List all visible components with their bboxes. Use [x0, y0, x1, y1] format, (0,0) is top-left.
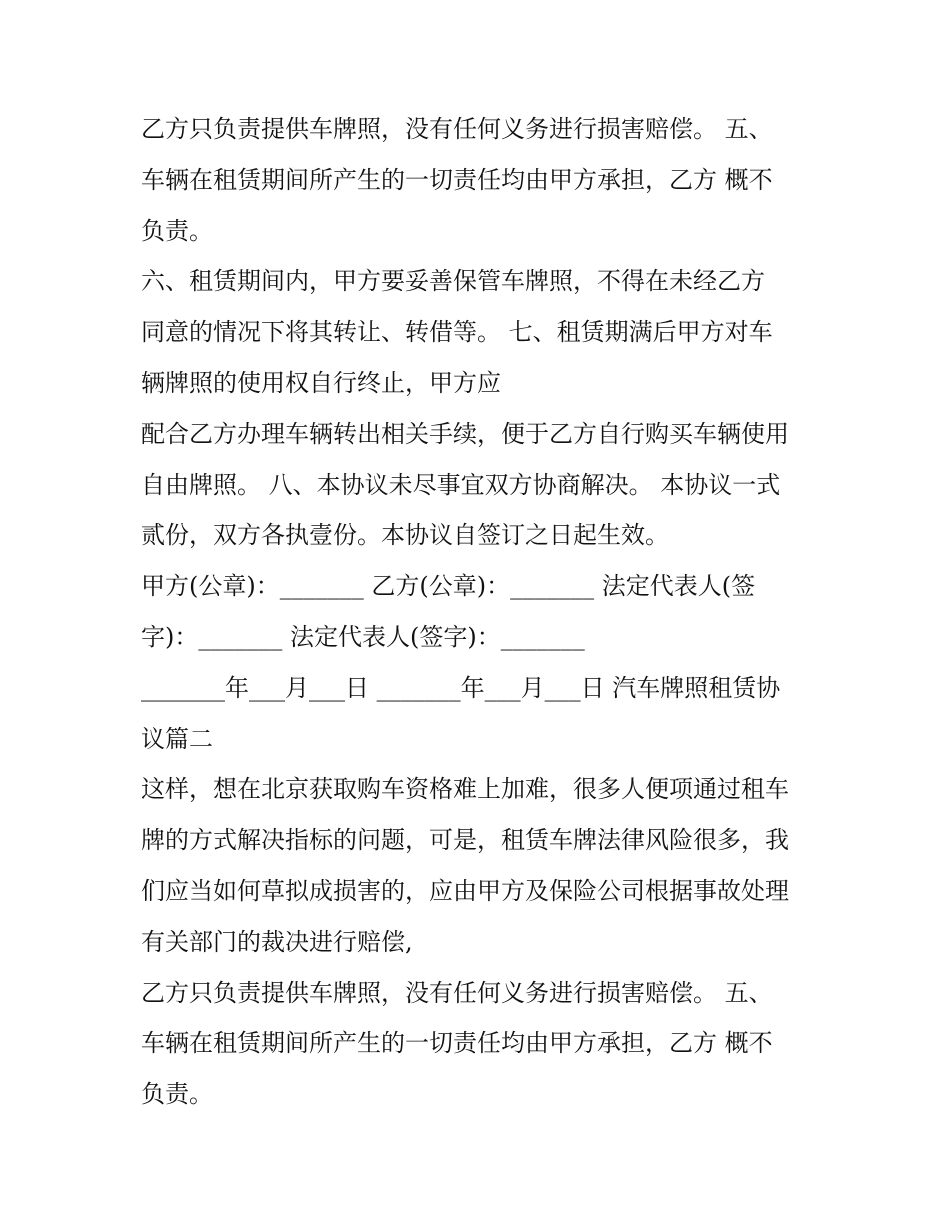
text-line: 辆牌照的使用权自行终止，甲方应	[141, 369, 501, 397]
text-line: 同意的情况下将其转让、转借等。 七、租赁期满后甲方对车	[141, 318, 773, 346]
signature-line: 字)：_______ 法定代表人(签字)：_______	[141, 623, 585, 651]
text-line: 贰份，双方各执壹份。本协议自签订之日起生效。	[141, 521, 669, 549]
text-line: 车辆在租赁期间所产生的一切责任均由甲方承担，乙方 概不	[141, 166, 773, 194]
text-line: 这样，想在北京获取购车资格难上加难，很多人便项通过租车	[141, 775, 789, 803]
text-line: 议篇二	[141, 725, 213, 753]
text-line: 负责。	[141, 217, 213, 245]
text-line: 配合乙方办理车辆转出相关手续，便于乙方自行购买车辆使用	[141, 420, 789, 448]
text-line: 自由牌照。 八、本协议未尽事宜双方协商解决。 本协议一式	[141, 471, 781, 499]
text-line: 乙方只负责提供车牌照，没有任何义务进行损害赔偿。 五、	[141, 115, 773, 143]
text-line: 负责。	[141, 1080, 213, 1108]
text-line: 乙方只负责提供车牌照，没有任何义务进行损害赔偿。 五、	[141, 979, 773, 1007]
signature-line: 甲方(公章)：_______ 乙方(公章)：_______ 法定代表人(签	[141, 572, 756, 600]
text-line: 牌的方式解决指标的问题，可是，租赁车牌法律风险很多，我	[141, 826, 789, 854]
text-line: 们应当如何草拟成损害的，应由甲方及保险公司根据事故处理	[141, 877, 789, 905]
text-line: 六、租赁期间内，甲方要妥善保管车牌照，不得在未经乙方	[141, 267, 765, 295]
text-line: 车辆在租赁期间所产生的一切责任均由甲方承担，乙方 概不	[141, 1029, 773, 1057]
text-line: 有关部门的裁决进行赔偿,	[141, 928, 413, 956]
date-line: _______年___月___日 _______年___月___日 汽车牌照租赁协	[141, 674, 781, 702]
